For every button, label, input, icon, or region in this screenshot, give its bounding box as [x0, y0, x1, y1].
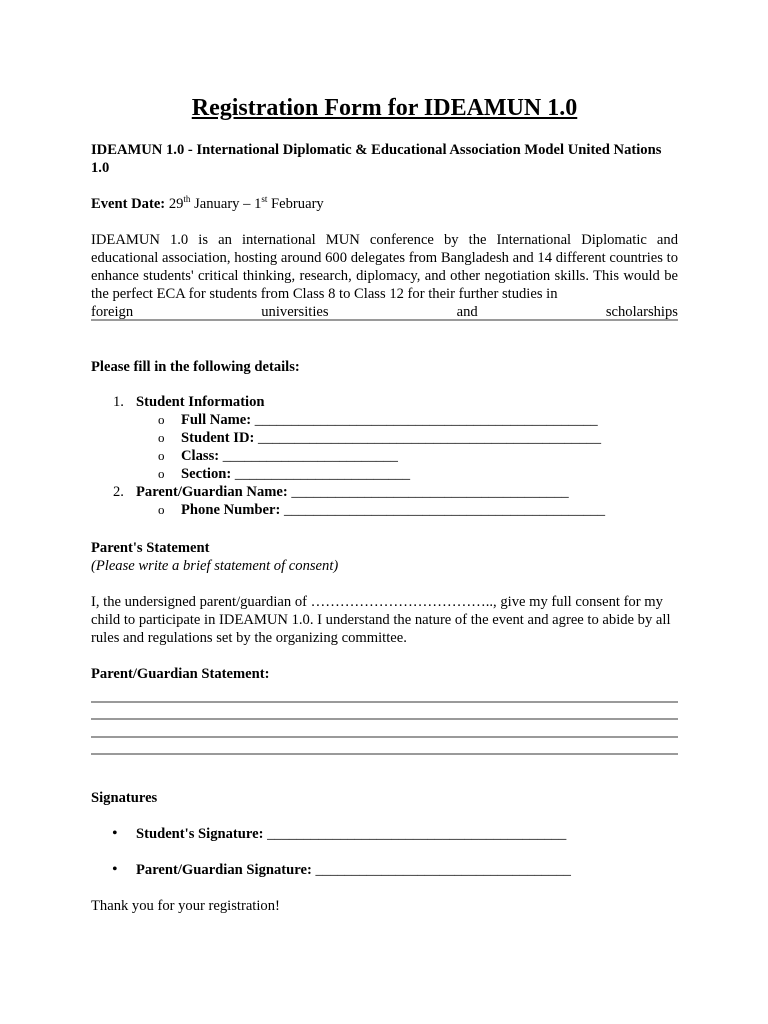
form-subtitle: IDEAMUN 1.0 - International Diplomatic & Educational Association Model United Nations 1.0	[91, 142, 662, 176]
event-date-label: Event Date:	[91, 196, 166, 212]
parents-statement-heading: Parent's Statement	[91, 540, 210, 556]
description-underline	[91, 319, 678, 321]
description-word: foreign	[91, 304, 134, 320]
section-blank[interactable]: ________________________	[231, 466, 411, 482]
event-description	[91, 231, 678, 321]
phone-number-blank[interactable]: ____________________________________________	[280, 502, 606, 518]
statement-write-line[interactable]	[91, 753, 678, 755]
signatures-heading: Signatures	[91, 790, 158, 806]
bullet-icon: •	[112, 861, 118, 878]
form-title: Registration Form for IDEAMUN 1.0	[191, 95, 578, 121]
event-date-end: February	[267, 196, 324, 212]
parent-guardian-name-label: Parent/Guardian Name:	[136, 484, 288, 500]
student-id-label: Student ID:	[181, 430, 255, 446]
details-list	[91, 393, 678, 519]
parent-guardian-signature-blank[interactable]: ___________________________________	[311, 862, 571, 878]
field-phone-number[interactable]	[91, 501, 678, 519]
parent-guardian-name-blank[interactable]: ______________________________________	[287, 484, 569, 500]
field-student-id[interactable]	[91, 429, 678, 447]
parent-guardian-statement-label: Parent/Guardian Statement:	[91, 666, 270, 682]
consent-text: I, the undersigned parent/guardian of ……………………………….., give my full consent for my child to participate in IDEAMUN 1.0. I understand the nature of the event and agree to abide by all rules and regulations set by the organizing committee.	[91, 594, 671, 646]
circle-bullet-icon: o	[158, 466, 165, 481]
description-word: universities	[261, 304, 329, 320]
event-date-sup1: th	[183, 194, 191, 205]
full-name-blank[interactable]: _______________________________________________	[251, 412, 598, 428]
circle-bullet-icon: o	[158, 448, 165, 463]
thank-you-text: Thank you for your registration!	[91, 898, 280, 914]
class-blank[interactable]: ________________________	[219, 448, 398, 464]
event-date-mid: January – 1	[190, 196, 262, 212]
parent-guardian-signature-field[interactable]	[91, 861, 678, 879]
fill-details-heading: Please fill in the following details:	[91, 359, 300, 375]
list-number: 2.	[113, 484, 124, 500]
student-id-blank[interactable]: _______________________________________________	[254, 430, 601, 446]
student-signature-label: Student's Signature:	[136, 826, 264, 842]
student-information-label: Student Information	[136, 394, 265, 410]
statement-write-line[interactable]	[91, 701, 678, 703]
description-word: and	[456, 304, 478, 320]
event-date-sup2: st	[261, 194, 268, 205]
list-number: 1.	[113, 394, 124, 410]
event-date-day1: 29	[168, 196, 184, 212]
statement-write-line[interactable]	[91, 736, 678, 738]
parent-guardian-signature-label: Parent/Guardian Signature:	[136, 862, 312, 878]
description-word: scholarships	[605, 304, 678, 320]
student-signature-field[interactable]	[91, 825, 678, 843]
phone-number-label: Phone Number:	[181, 502, 281, 518]
description-body: IDEAMUN 1.0 is an international MUN conference by the International Diplomatic and educational association, hosting around 600 delegates from Bangladesh and 14 different countries to enhance students' critical thinking, research, diplomacy, and other negotiation skills. This would be the perfect ECA for students from Class 8 to Class 12 for their further studies in	[91, 232, 678, 302]
field-full-name[interactable]	[91, 411, 678, 429]
circle-bullet-icon: o	[158, 412, 165, 427]
statement-write-line[interactable]	[91, 718, 678, 720]
student-signature-blank[interactable]: _________________________________________	[263, 826, 567, 842]
field-section[interactable]	[91, 465, 678, 483]
field-parent-guardian-name[interactable]	[91, 483, 678, 501]
parents-statement-subheading: (Please write a brief statement of consent)	[91, 558, 339, 574]
field-class[interactable]	[91, 447, 678, 465]
circle-bullet-icon: o	[158, 430, 165, 445]
event-date	[91, 195, 324, 213]
class-label: Class:	[181, 448, 220, 464]
circle-bullet-icon: o	[158, 502, 165, 517]
full-name-label: Full Name:	[181, 412, 252, 428]
bullet-icon: •	[112, 825, 118, 842]
list-item-student-information	[91, 393, 678, 411]
section-label: Section:	[181, 466, 232, 482]
